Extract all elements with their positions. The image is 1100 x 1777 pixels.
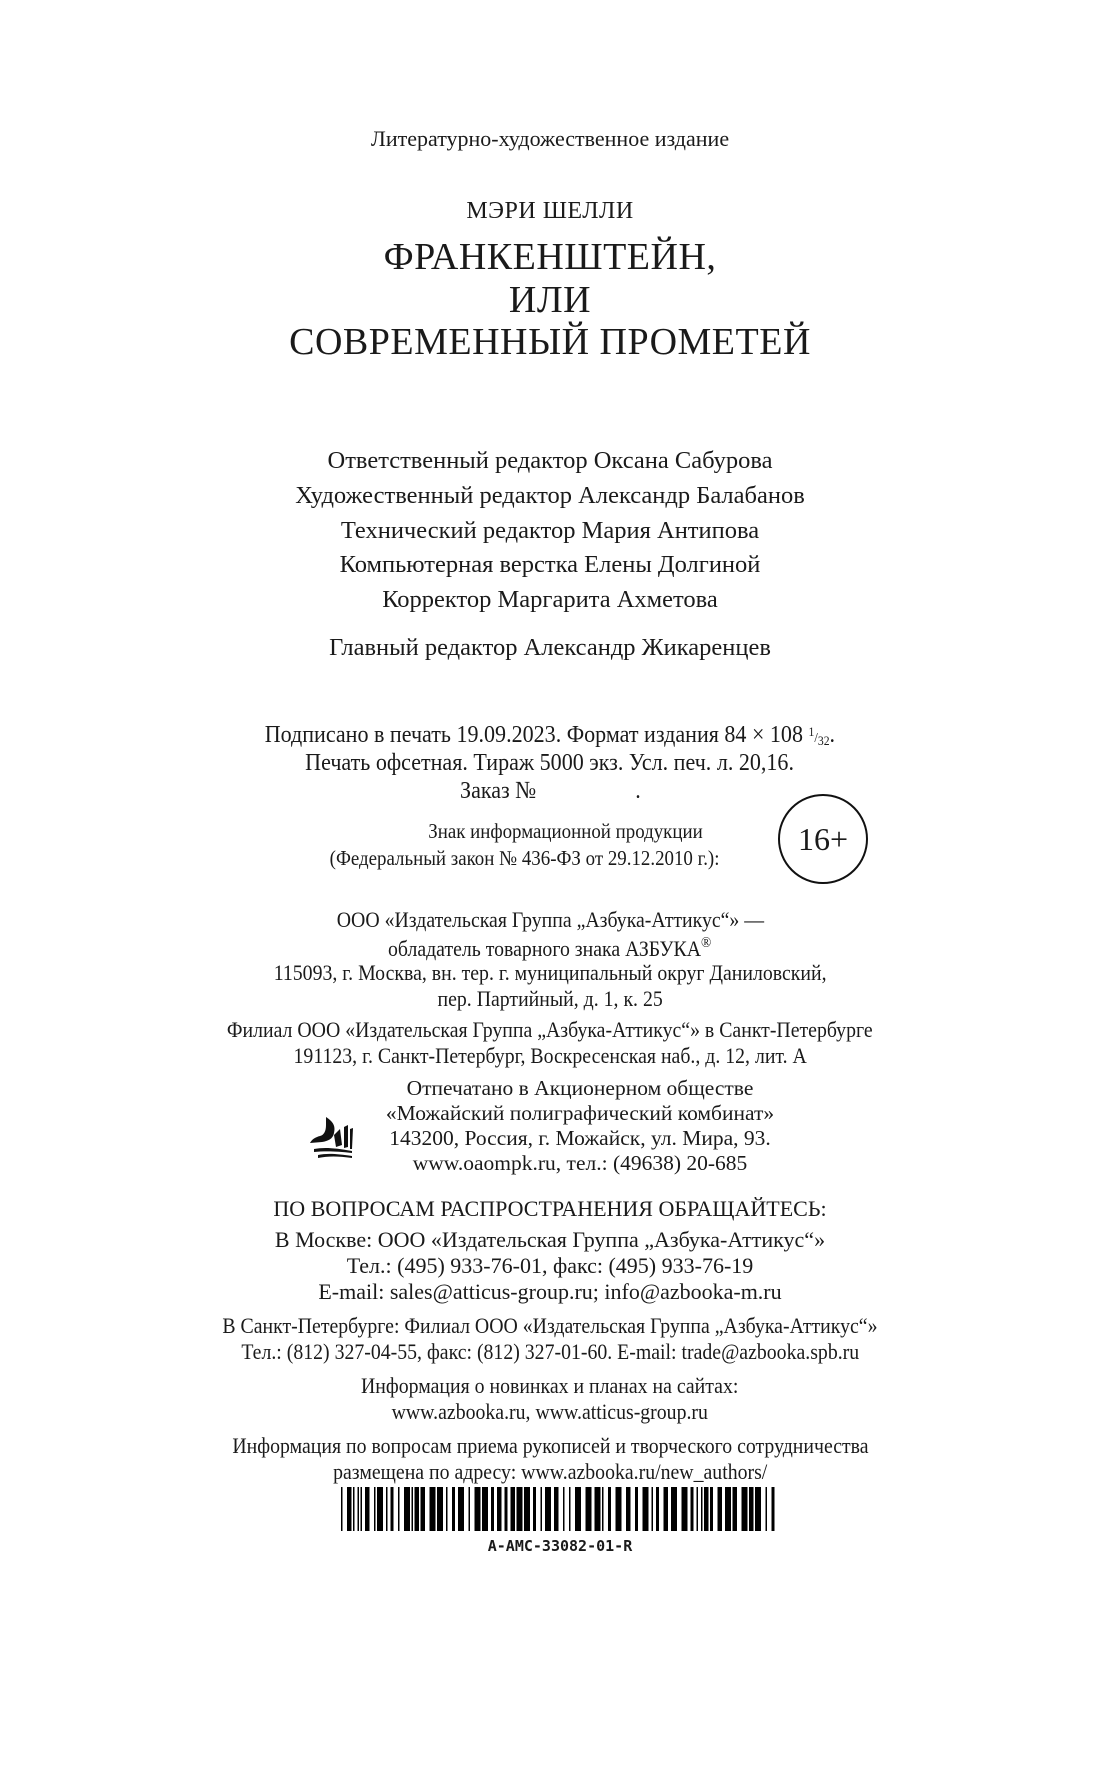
barcode-bar	[421, 1487, 426, 1531]
barcode-bar	[682, 1487, 688, 1531]
barcode-bar	[491, 1487, 494, 1531]
barcode-bar	[652, 1487, 654, 1531]
barcode-bar	[430, 1487, 436, 1531]
print-date-format: Подписано в печать 19.09.2023. Формат издания 84 × 108	[264, 721, 804, 748]
publisher-line: ООО «Издательская Группа „Азбука-Аттикус“» —	[336, 907, 764, 932]
format-fraction: $^1/_{32}$	[808, 724, 830, 748]
printer-line: 143200, Россия, г. Можайск, ул. Мира, 93.	[389, 1126, 771, 1150]
barcode-bar	[718, 1487, 723, 1531]
print-info-line-2: Печать офсетная. Тираж 5000 экз. Усл. печ. л. 20,16.	[305, 749, 795, 776]
branch-line: 191123, г. Санкт-Петербург, Воскресенская наб., д. 12, лит. А	[293, 1043, 807, 1068]
barcode-bar	[511, 1487, 516, 1531]
barcode-bar	[458, 1487, 464, 1531]
info-sign-line-1: Знак информационной продукции	[427, 819, 703, 843]
edition-type: Литературно-художественное издание	[370, 126, 730, 151]
barcode-bar	[452, 1487, 455, 1531]
credit-line: Корректор Маргарита Ахметова	[382, 586, 718, 613]
barcode-bar	[691, 1487, 694, 1531]
title-line-3: СОВРЕМЕННЫЙ ПРОМЕТЕЙ	[289, 321, 811, 363]
barcode-bar	[616, 1487, 622, 1531]
barcode-bar	[374, 1487, 376, 1531]
printing-house-logo-icon	[306, 1115, 362, 1165]
barcode-bar	[704, 1487, 709, 1531]
barcode-icon	[341, 1487, 779, 1531]
credit-line: Ответственный редактор Оксана Сабурова	[327, 447, 773, 474]
barcode-bar	[524, 1487, 530, 1531]
print-info-line-1: Подписано в печать 19.09.2023. Формат издания 84 × 108 $^1/_{32}$.	[264, 721, 836, 748]
barcode-bar	[701, 1487, 703, 1531]
barcode-bar	[533, 1487, 536, 1531]
barcode-bar	[541, 1487, 543, 1531]
barcode-bar	[497, 1487, 502, 1531]
moscow-contact-line: В Москве: ООО «Издательская Группа „Азбука-Аттикус“»	[274, 1227, 826, 1252]
info-sign-line-2: (Федеральный закон № 436-ФЗ от 29.12.2010 г.):	[330, 846, 720, 870]
news-info-line: www.azbooka.ru, www.atticus-group.ru	[391, 1399, 709, 1424]
barcode-bar	[742, 1487, 748, 1531]
barcode-bar	[415, 1487, 420, 1531]
barcode-bar	[563, 1487, 565, 1531]
barcode-bar	[398, 1487, 400, 1531]
credit-line: Технический редактор Мария Антипова	[340, 517, 760, 544]
barcode-bar	[595, 1487, 601, 1531]
barcode-bar	[404, 1487, 410, 1531]
barcode-bar	[602, 1487, 604, 1531]
moscow-contact-line: Тел.: (495) 933-76-01, факс: (495) 933-76-19	[346, 1253, 754, 1278]
publisher-line: пер. Партийный, д. 1, к. 25	[437, 986, 663, 1011]
moscow-contact-line: E-mail: sales@atticus-group.ru; info@azbooka-m.ru	[318, 1279, 782, 1304]
branch-line: Филиал ООО «Издательская Группа „Азбука-Аттикус“» в Санкт-Петербурге	[227, 1017, 873, 1042]
registered-trademark-icon: ®	[701, 935, 712, 951]
printer-line: www.oaompk.ru, тел.: (49638) 20-685	[412, 1151, 748, 1175]
barcode-bar	[733, 1487, 738, 1531]
barcode-bar	[358, 1487, 360, 1531]
barcode-code: A-AMC-33082-01-R	[487, 1537, 633, 1555]
barcode-bar	[710, 1487, 713, 1531]
barcode-bar	[361, 1487, 363, 1531]
barcode-bar	[749, 1487, 754, 1531]
authors-info-line: Информация по вопросам приема рукописей и творческого сотрудничества	[231, 1433, 869, 1458]
barcode-bar	[635, 1487, 638, 1531]
barcode-bar	[437, 1487, 443, 1531]
barcode-bar	[469, 1487, 471, 1531]
barcode-bar	[482, 1487, 488, 1531]
publisher-line: обладатель товарного знака АЗБУКА®	[388, 935, 712, 961]
barcode-bar	[575, 1487, 581, 1531]
barcode-bar	[664, 1487, 669, 1531]
barcode-bar	[586, 1487, 592, 1531]
chief-editor: Главный редактор Александр Жикаренцев	[329, 634, 771, 661]
credit-line: Художественный редактор Александр Балабанов	[295, 482, 805, 509]
spb-contact-line: В Санкт-Петербурге: Филиал ООО «Издательская Группа „Азбука-Аттикус“»	[222, 1313, 878, 1338]
barcode-bar	[545, 1487, 551, 1531]
title-line-1: ФРАНКЕНШТЕЙН,	[383, 236, 717, 278]
title-line-2: ИЛИ	[508, 279, 592, 321]
barcode-bar	[656, 1487, 659, 1531]
printer-line: «Можайский полиграфический комбинат»	[385, 1101, 775, 1125]
barcode-bar	[697, 1487, 699, 1531]
barcode-bar	[412, 1487, 414, 1531]
barcode-bar	[341, 1487, 343, 1531]
barcode-bar	[626, 1487, 631, 1531]
barcode-bar	[554, 1487, 559, 1531]
barcode-bar	[671, 1487, 677, 1531]
barcode-bar	[446, 1487, 448, 1531]
age-rating-badge	[778, 794, 868, 884]
barcode-bar	[386, 1487, 388, 1531]
barcode-bar	[772, 1487, 775, 1531]
printer-line: Отпечатано в Акционерном обществе	[406, 1076, 754, 1100]
barcode-bar	[347, 1487, 352, 1531]
authors-info-line: размещена по адресу: www.azbooka.ru/new_authors/	[332, 1459, 768, 1484]
barcode-bar	[505, 1487, 508, 1531]
barcode-bar	[608, 1487, 611, 1531]
barcode-bar	[391, 1487, 394, 1531]
barcode-bar	[755, 1487, 761, 1531]
barcode-bar	[643, 1487, 649, 1531]
publisher-line: 115093, г. Москва, вн. тер. г. муниципальный округ Даниловский,	[273, 960, 827, 985]
barcode-bar	[766, 1487, 768, 1531]
barcode-bar	[377, 1487, 383, 1531]
author-name: МЭРИ ШЕЛЛИ	[466, 198, 634, 224]
barcode-bar	[517, 1487, 523, 1531]
barcode-bar	[353, 1487, 355, 1531]
barcode-bar	[725, 1487, 731, 1531]
order-number: Заказ № .	[459, 777, 641, 804]
news-info-line: Информация о новинках и планах на сайтах:	[361, 1373, 739, 1398]
distribution-heading: ПО ВОПРОСАМ РАСПРОСТРАНЕНИЯ ОБРАЩАЙТЕСЬ:	[273, 1196, 827, 1221]
credit-line: Компьютерная верстка Елены Долгиной	[339, 551, 761, 578]
barcode-bar	[569, 1487, 571, 1531]
age-rating: 16+	[797, 820, 849, 857]
barcode-bar	[365, 1487, 370, 1531]
spb-contact-line: Тел.: (812) 327-04-55, факс: (812) 327-01-60. E-mail: trade@azbooka.spb.ru	[241, 1339, 859, 1364]
barcode-bar	[475, 1487, 481, 1531]
